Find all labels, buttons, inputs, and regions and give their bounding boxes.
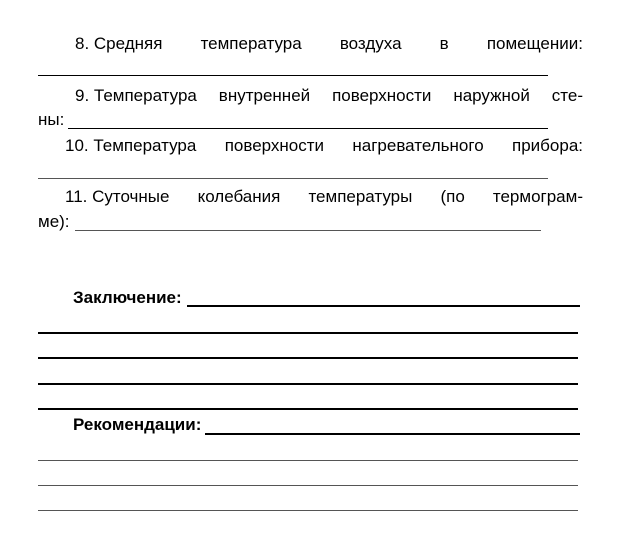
item-10-answer-line[interactable] xyxy=(38,178,548,179)
item-11-word: температуры xyxy=(308,187,413,206)
item-9-line xyxy=(75,86,583,106)
recommendations-line[interactable] xyxy=(205,433,580,435)
recommendations-line[interactable] xyxy=(38,460,578,461)
item-9-continuation: ны: xyxy=(38,110,65,129)
item-9-answer-line[interactable] xyxy=(68,128,548,129)
recommendations-line[interactable] xyxy=(38,485,578,486)
item-10-word: 10. Температура xyxy=(65,136,197,155)
item-9-word: наружной xyxy=(453,86,530,105)
conclusion-line[interactable] xyxy=(187,305,580,307)
item-11-continuation: ме): xyxy=(38,212,70,231)
conclusion-label: Заключение: xyxy=(73,288,182,307)
item-10-word: прибора: xyxy=(512,136,583,155)
item-8-answer-line[interactable] xyxy=(38,75,548,76)
item-10-word: поверхности xyxy=(224,136,325,155)
item-11-word: термограм- xyxy=(492,187,583,206)
item-8-word: помещении: xyxy=(486,34,583,53)
item-10-line xyxy=(65,136,583,156)
conclusion-line[interactable] xyxy=(38,383,578,385)
item-11-word: 11. Суточные xyxy=(65,187,170,206)
item-11-answer-line[interactable] xyxy=(75,230,541,231)
recommendations-label: Рекомендации: xyxy=(73,415,202,434)
item-9-word: сте- xyxy=(551,86,583,105)
item-9-word: поверхности xyxy=(332,86,432,105)
conclusion-line[interactable] xyxy=(38,357,578,359)
item-9-word: внутренней xyxy=(218,86,311,105)
item-9-word: 9. Температура xyxy=(75,86,197,105)
item-11-word: (по xyxy=(440,187,465,206)
item-8-word: воздуха xyxy=(339,34,402,53)
item-11-word: колебания xyxy=(197,187,281,206)
conclusion-line[interactable] xyxy=(38,332,578,334)
conclusion-line[interactable] xyxy=(38,408,578,410)
item-8-line xyxy=(75,34,583,54)
item-11-line xyxy=(65,187,583,207)
item-8-word: температура xyxy=(200,34,302,53)
recommendations-line[interactable] xyxy=(38,510,578,511)
item-10-word: нагревательного xyxy=(352,136,484,155)
item-8-word: 8. Средняя xyxy=(75,34,163,53)
item-8-word: в xyxy=(439,34,449,53)
